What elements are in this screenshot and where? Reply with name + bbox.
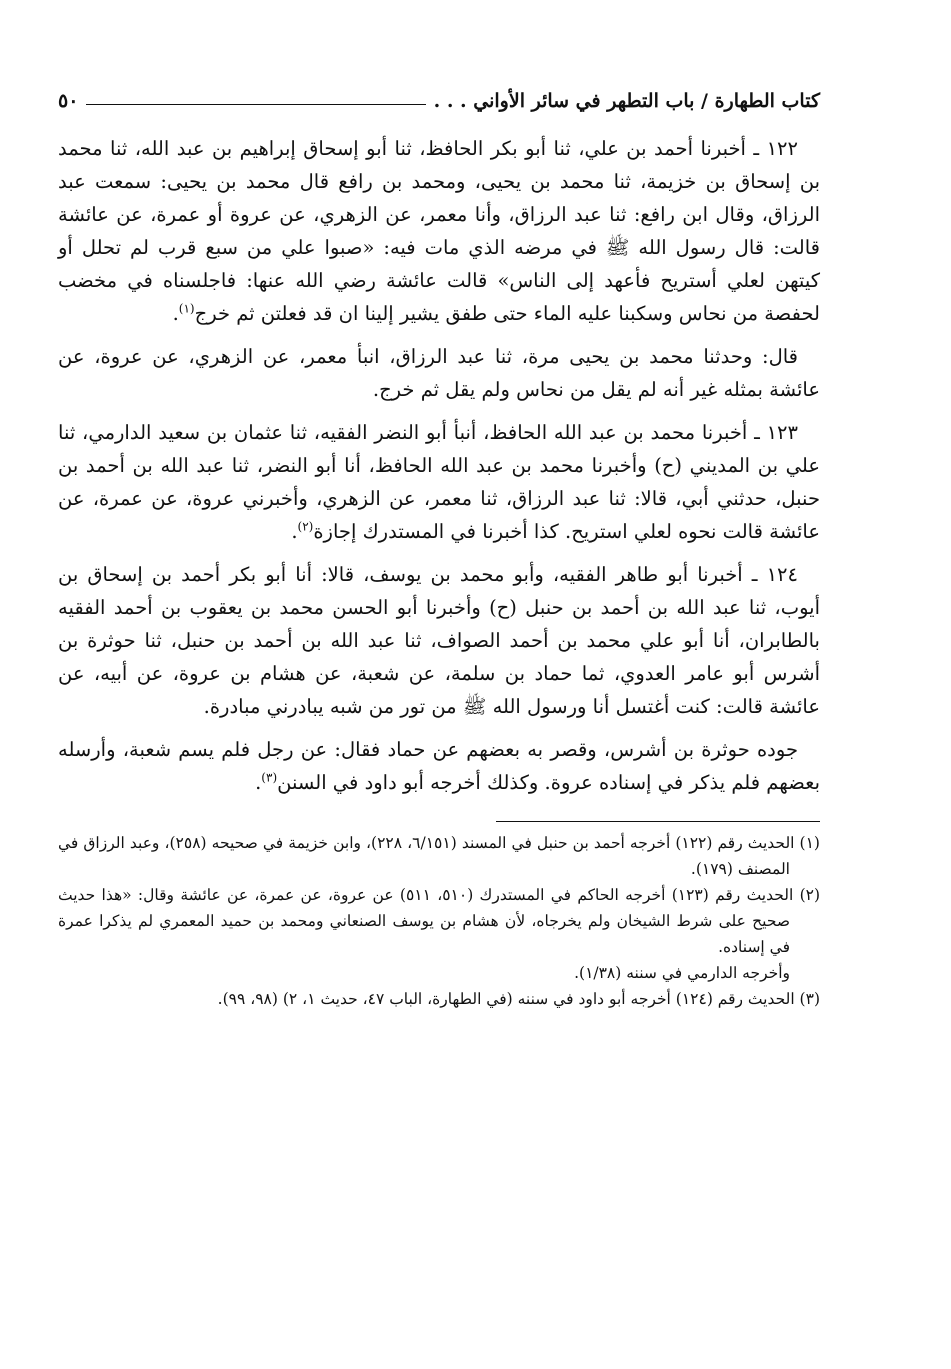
footnote-marker: (١) [178, 301, 195, 316]
footnote-marker: (٣) [261, 770, 278, 785]
hadith-paragraph: جوده حوثرة بن أشرس، وقصر به بعضهم عن حماد فقال: عن رجل فلم يسم شعبة، وأرسله بعضهم فلم يذكر في إسناده عروة. وكذلك أخرجه أبو داود في السنن$^{(٣)}$. [58, 738, 820, 794]
paragraph-text: ١٢٢ ـ أخبرنا أحمد بن علي، ثنا أبو بكر الحافظ، ثنا أبو إسحاق إبراهيم بن عبد الله، ثنا محمد بن إسحاق بن خزيمة، ثنا محمد بن يحيى، ومحمد بن رافع قال محمد بن يحيى: سمعت عبد الرزاق، وقال ابن رافع: ثنا عبد الرزاق، وأنا معمر، عن الزهري، عن عروة أو عمرة، عن عائشة قالت: قال رسول الله ﷺ في مرضه الذي مات فيه: «صبوا علي من سبع قرب لم تحلل أو كيتهن لعلي أستريح فأعهد إلى الناس» قالت عائشة رضي الله عنها: فاجلسناه في مخضب لحفصة من نحاس وسكبنا عليه الماء حتى طفق يشير إلينا ان قد فعلتن ثم خرج [58, 137, 820, 325]
footnote: (٢) الحديث رقم (١٢٣) أخرجه الحاكم في المستدرك (٥١٠، ٥١١) عن عروة، عن عمرة، عن عائشة وقال: «هذا حديث صحيح على شرط الشيخان ولم يخرجاه، لأن هشام بن يوسف الصنعاني ومحمد بن حميد المعمري لم يذكرا عمرة في إسناده. [58, 886, 821, 956]
running-title: كتاب الطهارة / باب التطهر في سائر الأواني . . . [433, 90, 820, 112]
header-rule [86, 104, 425, 105]
footnote-marker: (٢) [297, 519, 314, 534]
paragraph-text: جوده حوثرة بن أشرس، وقصر به بعضهم عن حماد فقال: عن رجل فلم يسم شعبة، وأرسله بعضهم فلم يذكر في إسناده عروة. وكذلك أخرجه أبو داود في السنن [58, 738, 820, 794]
page-number: ٥٠ [58, 90, 79, 112]
footnote: (١) الحديث رقم (١٢٢) أخرجه أحمد بن حنبل في المسند (٦/١٥١، ٢٢٨)، وابن خزيمة في صحيحه (٢٥٨)، وعبد الرزاق في المصنف (١٧٩). [58, 834, 820, 878]
hadith-paragraph [58, 340, 820, 406]
paragraph-text: ١٢٣ ـ أخبرنا محمد بن عبد الله الحافظ، أنبأ أبو النضر الفقيه، ثنا عثمان بن سعيد الدارمي، ثنا علي بن المديني (ح) وأخبرنا محمد بن عبد الله الحافظ، أنا أبو النضر، ثنا عبد الله بن أحمد بن حنبل، حدثني أبي، قالا: ثنا عبد الرزاق، ثنا معمر، عن الزهري، وأخبرني عروة، عن عمرة، عن عائشة قالت نحوه لعلي استريح. كذا أخبرنا في المستدرك إجازة [58, 421, 820, 543]
hadith-paragraph [58, 558, 820, 723]
paragraph-text: ١٢٤ ـ أخبرنا أبو طاهر الفقيه، وأبو محمد بن يوسف، قالا: أنا أبو بكر أحمد بن إسحاق بن أيوب، ثنا عبد الله بن أحمد بن حنبل (ح) وأخبرنا أبو الحسن محمد بن يعقوب بن أحمد الفقيه بالطابران، أنا أبو علي محمد بن أحمد الصواف، ثنا عبد الله بن أحمد بن حنبل، ثنا حوثرة بن أشرس أبو عامر العدوي، ثما حماد بن سلمة، عن شعبة، عن هشام بن عروة، عن أبيه، عن عائشة قالت: كنت أغتسل أنا ورسول الله ﷺ من تور من شبه يبادرني مبادرة. [58, 563, 820, 718]
book-page [58, 78, 820, 1012]
footnote-separator [496, 821, 820, 822]
main-text [58, 132, 820, 799]
footnote-continuation: وأخرجه الدارمي في سننه (١/٣٨). [574, 964, 790, 982]
footnotes [58, 830, 820, 1012]
hadith-paragraph: ١٢٢ ـ أخبرنا أحمد بن علي، ثنا أبو بكر الحافظ، ثنا أبو إسحاق إبراهيم بن عبد الله، ثنا محمد بن إسحاق بن خزيمة، ثنا محمد بن يحيى، ومحمد بن رافع قال محمد بن يحيى: سمعت عبد الرزاق، وقال ابن رافع: ثنا عبد الرزاق، وأنا معمر، عن الزهري، عن عروة أو عمرة، عن عائشة قالت: قال رسول الله ﷺ في مرضه الذي مات فيه: «صبوا علي من سبع قرب لم تحلل أو كيتهن لعلي أستريح فأعهد إلى الناس» قالت عائشة رضي الله عنها: فاجلسناه في مخضب لحفصة من نحاس وسكبنا عليه الماء حتى طفق يشير إلينا ان قد فعلتن ثم خرج$^{(١)}$. [58, 137, 820, 325]
paragraph-text: قال: وحدثنا محمد بن يحيى مرة، ثنا عبد الرزاق، انبأ معمر، عن الزهري، عن عروة، عن عائشة بمثله غير أنه لم يقل من نحاس ولم يقل ثم خرج. [58, 345, 820, 401]
hadith-paragraph: ١٢٣ ـ أخبرنا محمد بن عبد الله الحافظ، أنبأ أبو النضر الفقيه، ثنا عثمان بن سعيد الدارمي، ثنا علي بن المديني (ح) وأخبرنا محمد بن عبد الله الحافظ، أنا أبو النضر، ثنا عبد الله بن أحمد بن حنبل، حدثني أبي، قالا: ثنا عبد الرزاق، ثنا معمر، عن الزهري، وأخبرني عروة، عن عمرة، عن عائشة قالت نحوه لعلي استريح. كذا أخبرنا في المستدرك إجازة$^{(٢)}$. [58, 421, 820, 543]
footnote: (٣) الحديث رقم (١٢٤) أخرجه أبو داود في سننه (في الطهارة، الباب ٤٧، حديث ١، ٢) (٩٨، ٩٩). [217, 990, 820, 1008]
page-header [58, 78, 820, 112]
